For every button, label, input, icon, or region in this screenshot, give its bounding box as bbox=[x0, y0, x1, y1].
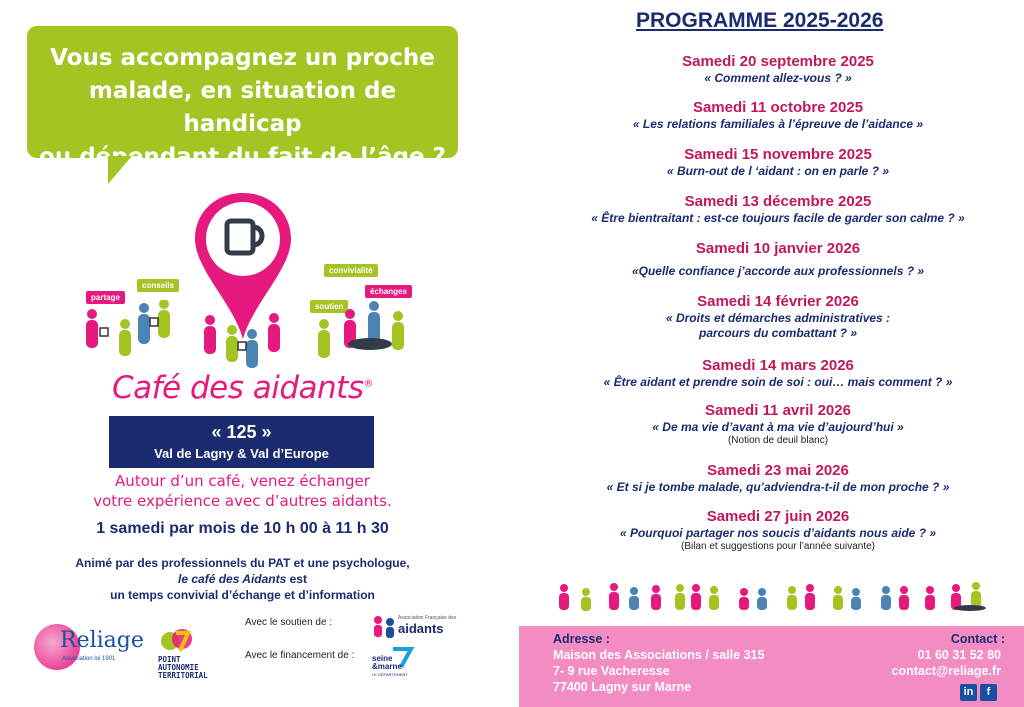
sm-line-1: seine bbox=[372, 654, 393, 663]
event-item bbox=[532, 462, 1024, 495]
sm-line-2: &marne bbox=[372, 662, 402, 671]
registered-mark: ® bbox=[363, 378, 373, 390]
contact-label: Contact : bbox=[950, 632, 1005, 646]
event-item bbox=[532, 402, 1024, 447]
invitation-text bbox=[70, 471, 415, 511]
tag-conseils: conseils bbox=[137, 279, 179, 292]
reliage-logo-text: Reliage bbox=[60, 628, 144, 653]
pat-logo-icon bbox=[160, 627, 196, 655]
address-line-1: Maison des Associations / salle 315 bbox=[553, 648, 765, 662]
description-line-2 bbox=[40, 571, 445, 587]
afa-logo-big: aidants bbox=[398, 621, 444, 636]
pat-line-2: AUTONOMIE bbox=[158, 663, 199, 672]
event-description: « Être aidant et prendre soin de soi : oui… mais comment ? » bbox=[603, 375, 953, 389]
cafe-location: Val de Lagny & Val d’Europe bbox=[154, 446, 329, 461]
description-italic: le café des Aidants bbox=[178, 572, 287, 586]
afa-logo-small: Association Française des bbox=[398, 615, 457, 621]
tag-convivialite: convivialité bbox=[324, 264, 378, 277]
programme-title: PROGRAMME 2025-2026 bbox=[636, 9, 884, 32]
contact-email[interactable]: contact@reliage.fr bbox=[891, 664, 1001, 678]
event-date: Samedi 27 juin 2026 bbox=[706, 508, 850, 525]
cafe-title bbox=[112, 370, 373, 406]
people-group-right-icon bbox=[312, 300, 412, 360]
event-date: Samedi 10 janvier 2026 bbox=[695, 240, 861, 257]
address-label: Adresse : bbox=[553, 632, 610, 646]
headline-bubble bbox=[27, 26, 458, 170]
event-date: Samedi 11 avril 2026 bbox=[705, 402, 851, 419]
event-description: « Les relations familiales à l’épreuve de l’aidance » bbox=[632, 117, 924, 131]
tag-partage: partage bbox=[86, 291, 125, 304]
event-date: Samedi 14 mars 2026 bbox=[702, 357, 854, 374]
funding-label: Avec le financement de : bbox=[245, 650, 355, 661]
description-est: est bbox=[286, 572, 307, 586]
event-description-cont: parcours du combattant ? » bbox=[698, 326, 858, 340]
tag-echanges: échanges bbox=[365, 285, 412, 298]
event-item bbox=[532, 99, 1024, 132]
headline-line-1: Vous accompagnez un proche bbox=[50, 45, 435, 71]
event-date: Samedi 23 mai 2026 bbox=[707, 462, 849, 479]
event-item bbox=[532, 146, 1024, 179]
event-item bbox=[532, 53, 1024, 86]
tag-soutien: soutien bbox=[310, 300, 348, 313]
event-date: Samedi 11 octobre 2025 bbox=[692, 99, 864, 116]
seine-marne-logo-text bbox=[372, 655, 402, 671]
event-item bbox=[532, 357, 1024, 390]
address-line-2: 7- 9 rue Vacheresse bbox=[553, 664, 670, 678]
description-line-1: Animé par des professionnels du PAT et une psychologue, bbox=[75, 556, 410, 570]
event-description: « Et si je tombe malade, qu’adviendra-t-il de mon proche ? » bbox=[606, 480, 950, 494]
people-strip-icon bbox=[556, 582, 996, 612]
afa-logo-icon bbox=[370, 612, 398, 640]
event-item bbox=[532, 508, 1024, 553]
contact-phone[interactable]: 01 60 31 52 80 bbox=[917, 648, 1001, 662]
bubble-tail bbox=[108, 156, 132, 184]
invitation-line-1: Autour d’un café, venez échanger bbox=[115, 472, 370, 490]
address-line-3: 77400 Lagny sur Marne bbox=[553, 680, 692, 694]
description-text bbox=[40, 555, 445, 603]
linkedin-icon[interactable]: in bbox=[960, 684, 977, 701]
event-note: (Notion de deuil blanc) bbox=[727, 435, 829, 446]
event-description: « Être bientraitant : est-ce toujours facile de garder son calme ? » bbox=[591, 211, 965, 225]
headline-line-3: ou dépendant du fait de l’âge ? bbox=[39, 144, 446, 170]
event-date: Samedi 13 décembre 2025 bbox=[684, 193, 872, 210]
cafe-number: « 125 » bbox=[211, 422, 272, 442]
people-group-left-icon bbox=[80, 300, 190, 362]
cafe-title-text: Café des aidants bbox=[112, 370, 364, 406]
facebook-icon[interactable]: f bbox=[980, 684, 997, 701]
event-note: (Bilan et suggestions pour l’année suivante) bbox=[680, 541, 875, 552]
event-date: Samedi 15 novembre 2025 bbox=[684, 146, 872, 163]
event-description: «Quelle confiance j’accorde aux professionnels ? » bbox=[631, 264, 925, 278]
description-line-3: un temps convivial d’échange et d’information bbox=[110, 588, 375, 602]
pat-logo-text bbox=[158, 656, 208, 680]
event-item bbox=[532, 193, 1024, 226]
people-group-center-icon bbox=[200, 312, 285, 372]
event-description: « Comment allez-vous ? » bbox=[704, 71, 852, 85]
headline-line-2: malade, en situation de handicap bbox=[88, 78, 397, 137]
support-label: Avec le soutien de : bbox=[245, 617, 333, 628]
pat-line-3: TERRITORIAL bbox=[158, 671, 208, 680]
event-description: « Pourquoi partager nos soucis d’aidants nous aide ? » bbox=[619, 526, 937, 540]
pat-line-1: POINT bbox=[158, 655, 181, 664]
event-date: Samedi 20 septembre 2025 bbox=[682, 53, 874, 70]
event-item bbox=[532, 240, 1024, 279]
seine-marne-logo-sub: LE DÉPARTEMENT bbox=[372, 672, 408, 677]
reliage-logo-sub: Association loi 1901 bbox=[62, 656, 116, 662]
event-description: « Droits et démarches administratives : bbox=[665, 311, 891, 325]
event-item bbox=[532, 293, 1024, 341]
event-description: « De ma vie d’avant à ma vie d’aujourd’hui » bbox=[652, 420, 904, 434]
invitation-line-2: votre expérience avec d’autres aidants. bbox=[93, 492, 392, 510]
event-description: « Burn-out de l ‘aidant : on en parle ? » bbox=[666, 164, 890, 178]
event-date: Samedi 14 février 2026 bbox=[697, 293, 859, 310]
schedule-text: 1 samedi par mois de 10 h 00 à 11 h 30 bbox=[96, 520, 389, 537]
cafe-number-box bbox=[109, 416, 374, 468]
